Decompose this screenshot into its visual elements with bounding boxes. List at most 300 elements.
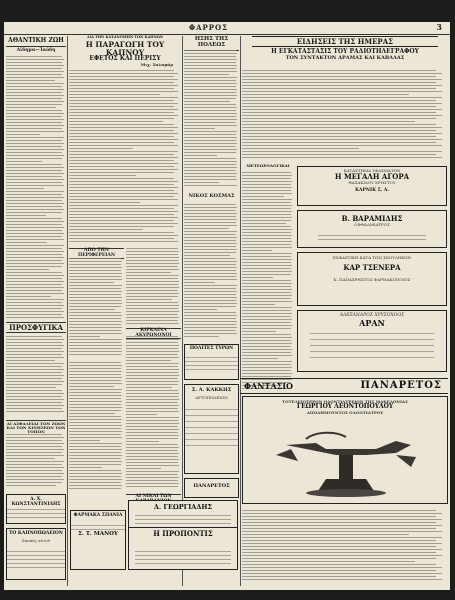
text-line [69,392,121,393]
text-line [184,134,236,135]
text-line [242,567,442,568]
text-line [6,296,51,297]
text-line [242,199,292,200]
text-line [6,342,62,343]
text-line [126,474,178,475]
text-line [6,396,62,397]
text-line [6,140,62,141]
text-line [184,128,215,129]
text-line [184,173,237,174]
text-line [184,267,237,268]
text-line [6,254,62,255]
text-line [69,285,122,286]
text-line [242,301,292,302]
text-line [69,148,133,149]
text-line [6,393,64,394]
text-line [126,411,179,412]
text-line [6,257,64,258]
text-line [6,203,64,204]
text-line [126,263,179,264]
col4-heading: ΕΙΔΗΣΕΙΣ ΤΗΣ ΗΜΕΡΑΣ [252,36,438,47]
text-line [242,250,272,251]
text-line [242,130,436,131]
text-line [126,320,178,321]
text-line [184,140,236,141]
text-line [69,282,114,283]
text-line [69,434,121,435]
text-line [6,357,64,358]
text-line [242,289,292,290]
text-line [6,399,64,400]
text-line [69,395,122,396]
text-line [242,82,436,83]
text-line [242,355,292,356]
text-line [184,261,237,262]
text-line [184,231,237,232]
text-line [184,161,237,162]
text-line [184,330,236,331]
text-line [69,425,122,426]
text-line [242,313,292,314]
col2-heading-2: ΑΠΟ ΤΗΝ ΠΕΡΙΦΕΡΕΙΑΝ [69,248,124,259]
text-line [6,134,40,135]
col2-text-block-4 [69,362,124,492]
text-line [242,148,359,149]
col2-heading-3: ΚΙΡΚΑΙΝΑ [126,328,181,339]
text-line [184,62,236,63]
text-line [242,352,291,353]
col3-heading-2: ΝΙΚΟΣ ΚΟΣΜΑΣ [188,193,235,199]
text-line [242,268,291,269]
text-line [69,309,115,310]
text-line [126,477,179,478]
text-line [6,155,64,156]
text-line [126,257,179,258]
col2-text-block-5 [126,336,181,491]
text-line [126,414,157,415]
text-line [184,240,236,241]
advert-varamidis [297,210,447,248]
text-line [242,142,436,143]
text-line [6,369,64,370]
text-line [6,263,64,264]
text-line [6,173,64,174]
text-line [6,372,62,373]
text-line [242,136,436,137]
text-line [69,440,100,441]
text-line [126,360,171,361]
text-line [69,94,160,95]
col1-text-block-2 [6,336,66,416]
page-number: 3 [436,22,442,32]
text-line [242,97,442,98]
text-line [242,319,292,320]
text-line [69,130,174,131]
text-line [6,467,64,468]
col2-heading-4: ΑΙ ΝΙΚΑΙ ΤΩΝ [126,494,181,504]
advert-4-top: ΑΛΕΞΑΝΔΡΟΣ ΧΡΥΣΟΧΟΟΣ [339,313,405,318]
text-line [126,290,178,291]
text-line [6,485,56,486]
text-line [126,369,179,370]
text-line [126,293,179,294]
text-line [6,308,62,309]
text-line [6,260,62,261]
text-line [184,288,236,289]
text-line [69,178,174,179]
col1-text-block-3 [6,434,66,488]
text-line [69,258,121,259]
text-line [126,378,178,379]
text-line [242,214,291,215]
text-line [126,342,178,343]
banner-right-word: ΠΑΝΑΡΕΤΟΣ [360,380,442,391]
text-line [6,390,62,391]
text-line [6,272,62,273]
text-line [69,160,174,161]
text-line [6,56,62,57]
text-line [184,216,236,217]
text-line [6,366,62,367]
text-line [6,479,64,480]
text-line [6,437,64,438]
text-line [6,360,55,361]
text-line [184,125,237,126]
text-line [184,219,237,220]
column-1 [6,36,66,586]
text-line [184,149,237,150]
text-line [6,131,64,132]
text-line [184,210,236,211]
text-line [242,76,436,77]
text-line [126,402,178,403]
text-line [6,101,64,102]
text-line [69,142,174,143]
text-line [69,118,174,119]
text-line [184,228,229,229]
col3-box-1 [184,344,239,380]
text-line [6,104,62,105]
text-line [6,137,64,138]
text-line [184,279,237,280]
text-line [126,420,178,421]
text-line [6,354,62,355]
text-line [6,71,64,72]
text-line [242,573,442,574]
text-line [69,461,122,462]
text-line [126,275,179,276]
text-line [242,316,291,317]
text-line [126,483,179,484]
text-line [242,118,436,119]
text-line [69,446,121,447]
col3-box-1-title: ΠΟΛΙΤΕΣ ΤΥΡΩΝ [189,346,234,351]
text-line [69,389,122,390]
text-line [242,223,286,224]
text-line [6,266,62,267]
advert-3-sub: Κ. ΠΑΠΑΧΡΗΣΤΟΣ ΦΑΡΜΑΚΟΠΟΙΟΣ [333,277,411,283]
text-line [242,328,291,329]
text-line [184,113,237,114]
text-line [69,362,121,363]
text-line [242,187,292,188]
text-line [69,154,174,155]
text-line [126,357,179,358]
text-line [69,279,122,280]
text-line [6,245,64,246]
text-line [126,438,178,439]
advert-2-sub: ΟΦΘΑΛΜΙΑΤΡΟΣ [354,221,390,227]
text-line [69,193,178,194]
text-line [69,416,121,417]
text-line [6,74,62,75]
text-line [126,453,179,454]
text-line [6,221,64,222]
advert-1-name: Η ΜΕΓΑΛΗ ΑΓΟΡΑ [334,172,410,182]
text-line [242,340,291,341]
text-line [242,121,415,122]
text-line [6,200,62,201]
text-line [184,152,236,153]
text-line [69,306,121,307]
text-line [242,271,292,272]
text-line [126,251,179,252]
text-line [69,431,122,432]
text-line [242,373,292,374]
col2-text-block-2 [69,258,124,358]
text-line [242,525,442,526]
text-line [69,121,163,122]
text-line [6,164,62,165]
text-line [6,188,44,189]
text-line [242,154,436,155]
text-line [184,327,237,328]
text-line [242,226,291,227]
text-line [242,283,292,284]
text-line [6,167,64,168]
text-line [242,310,291,311]
text-line [242,259,292,260]
text-line [6,378,62,379]
text-line [6,269,49,270]
advert-3-name: ΚΑΡ ΤΣΕΝΕΡΑ [343,263,401,273]
text-line [69,419,122,420]
text-line [6,251,64,252]
text-line [69,88,174,89]
text-line [184,306,236,307]
text-line [242,579,442,580]
text-line [6,194,62,195]
text-line [242,528,436,529]
text-line [69,79,178,80]
text-line [242,346,291,347]
text-line [6,317,64,318]
text-line [69,443,122,444]
text-line [6,209,64,210]
text-line [242,190,291,191]
text-line [242,88,436,89]
text-line [6,89,64,90]
text-line [69,312,121,313]
text-line [184,158,236,159]
col1-subheading: Αἰδημα—Ἰαόδη [16,48,56,54]
text-line [69,70,174,71]
text-line [242,115,442,116]
advert-dentist [242,396,448,504]
text-line [242,79,442,80]
text-line [6,434,62,435]
text-line [6,110,62,111]
text-line [69,368,121,369]
text-line [126,468,161,469]
text-line [69,398,121,399]
text-line [126,417,179,418]
text-line [184,53,237,54]
text-line [242,307,292,308]
text-line [184,225,237,226]
text-line [242,91,442,92]
text-line [6,452,62,453]
text-line [184,65,237,66]
text-line [69,455,122,456]
dentist-line-1: ΤΟΤΕΛΕΙΟΤΕΡΟΝ ΟΔΟΝΤΙΑΤΡΕΙΟΝ ΤΗΣ ΜΑΚΕΔΟΝΙΑΣ [282,399,408,404]
text-line [69,220,174,221]
text-line [126,480,178,481]
advert-1-owner: ΚΑΡΝΙΚ Σ. Α. [355,188,389,194]
text-line [69,464,121,465]
dentist-line-2: ΓΕΩΡΓΙΟΥ ΛΕΟΝΤΟΠΟΥΛΟΥ [296,403,394,411]
text-line [69,476,121,477]
text-line [242,334,291,335]
text-line [242,262,291,263]
text-line [126,339,179,340]
text-line [184,270,236,271]
text-line [242,570,436,571]
text-line [6,170,62,171]
text-line [69,327,122,328]
text-line [6,351,64,352]
text-line [242,211,292,212]
text-line [69,288,121,289]
text-line [126,272,171,273]
text-line [69,214,174,215]
col1-advert-1 [6,494,66,524]
text-line [6,119,64,120]
text-line [6,113,64,114]
text-line [126,281,179,282]
text-line [69,348,121,349]
text-line [6,278,62,279]
text-line [6,443,64,444]
text-line [126,302,178,303]
text-line [6,455,64,456]
text-line [184,204,236,205]
text-line [242,133,442,134]
text-line [6,230,62,231]
text-line [69,345,122,346]
text-line [6,248,62,249]
text-line [242,286,291,287]
text-line [126,305,179,306]
text-line [242,349,292,350]
text-line [69,488,121,489]
text-line [69,157,178,158]
text-line [242,253,292,254]
text-line [6,339,64,340]
text-line [242,531,442,532]
text-line [126,308,178,309]
text-line [242,304,275,305]
text-line [69,342,121,343]
text-line [69,124,174,125]
text-line [184,333,237,334]
masthead [4,22,450,35]
text-line [184,246,236,247]
text-line [242,331,276,332]
text-line [69,181,178,182]
col3-box-3-title: ΠΑΝΑΡΕΤΟΣ [193,483,230,489]
text-line [69,187,178,188]
text-line [126,435,179,436]
text-line [69,458,121,459]
text-line [126,423,179,424]
text-line [184,207,237,208]
text-line [184,83,237,84]
text-line [126,296,178,297]
col2-kicker: ΔΙΑ ΤΗΝ ΚΑΤΑΝΟΜΗΝ ΤΩΝ ΚΑΠΝΩΝ [86,35,164,39]
text-line [242,367,292,368]
text-line [6,464,62,465]
text-line [242,232,291,233]
text-line [6,405,64,406]
text-line [69,175,136,176]
text-line [126,366,178,367]
text-line [69,241,178,242]
text-line [242,555,442,556]
text-line [6,473,64,474]
text-line [184,324,236,325]
text-line [69,321,122,322]
text-line [184,315,237,316]
text-line [126,426,178,427]
text-line [69,336,100,337]
text-line [69,276,121,277]
text-line [126,323,179,324]
text-line [126,260,178,261]
text-line [6,287,64,288]
text-line [6,191,64,192]
text-line [126,429,179,430]
col3-heading: ΗΣΗΣ ΤΗΣ ΠΟΛΕΩΣ [184,36,239,51]
text-line [69,339,122,340]
text-line [69,383,122,384]
text-line [184,243,237,244]
text-line [184,318,236,319]
text-line [69,73,178,74]
text-line [69,136,174,137]
text-line [242,274,291,275]
text-line [6,482,62,483]
col3-text-block-2 [184,204,239,339]
text-line [6,182,62,183]
text-line [242,181,292,182]
text-line [242,277,273,278]
text-line [126,441,159,442]
text-line [69,211,178,212]
text-line [184,282,215,283]
text-line [184,222,236,223]
text-line [242,292,291,293]
